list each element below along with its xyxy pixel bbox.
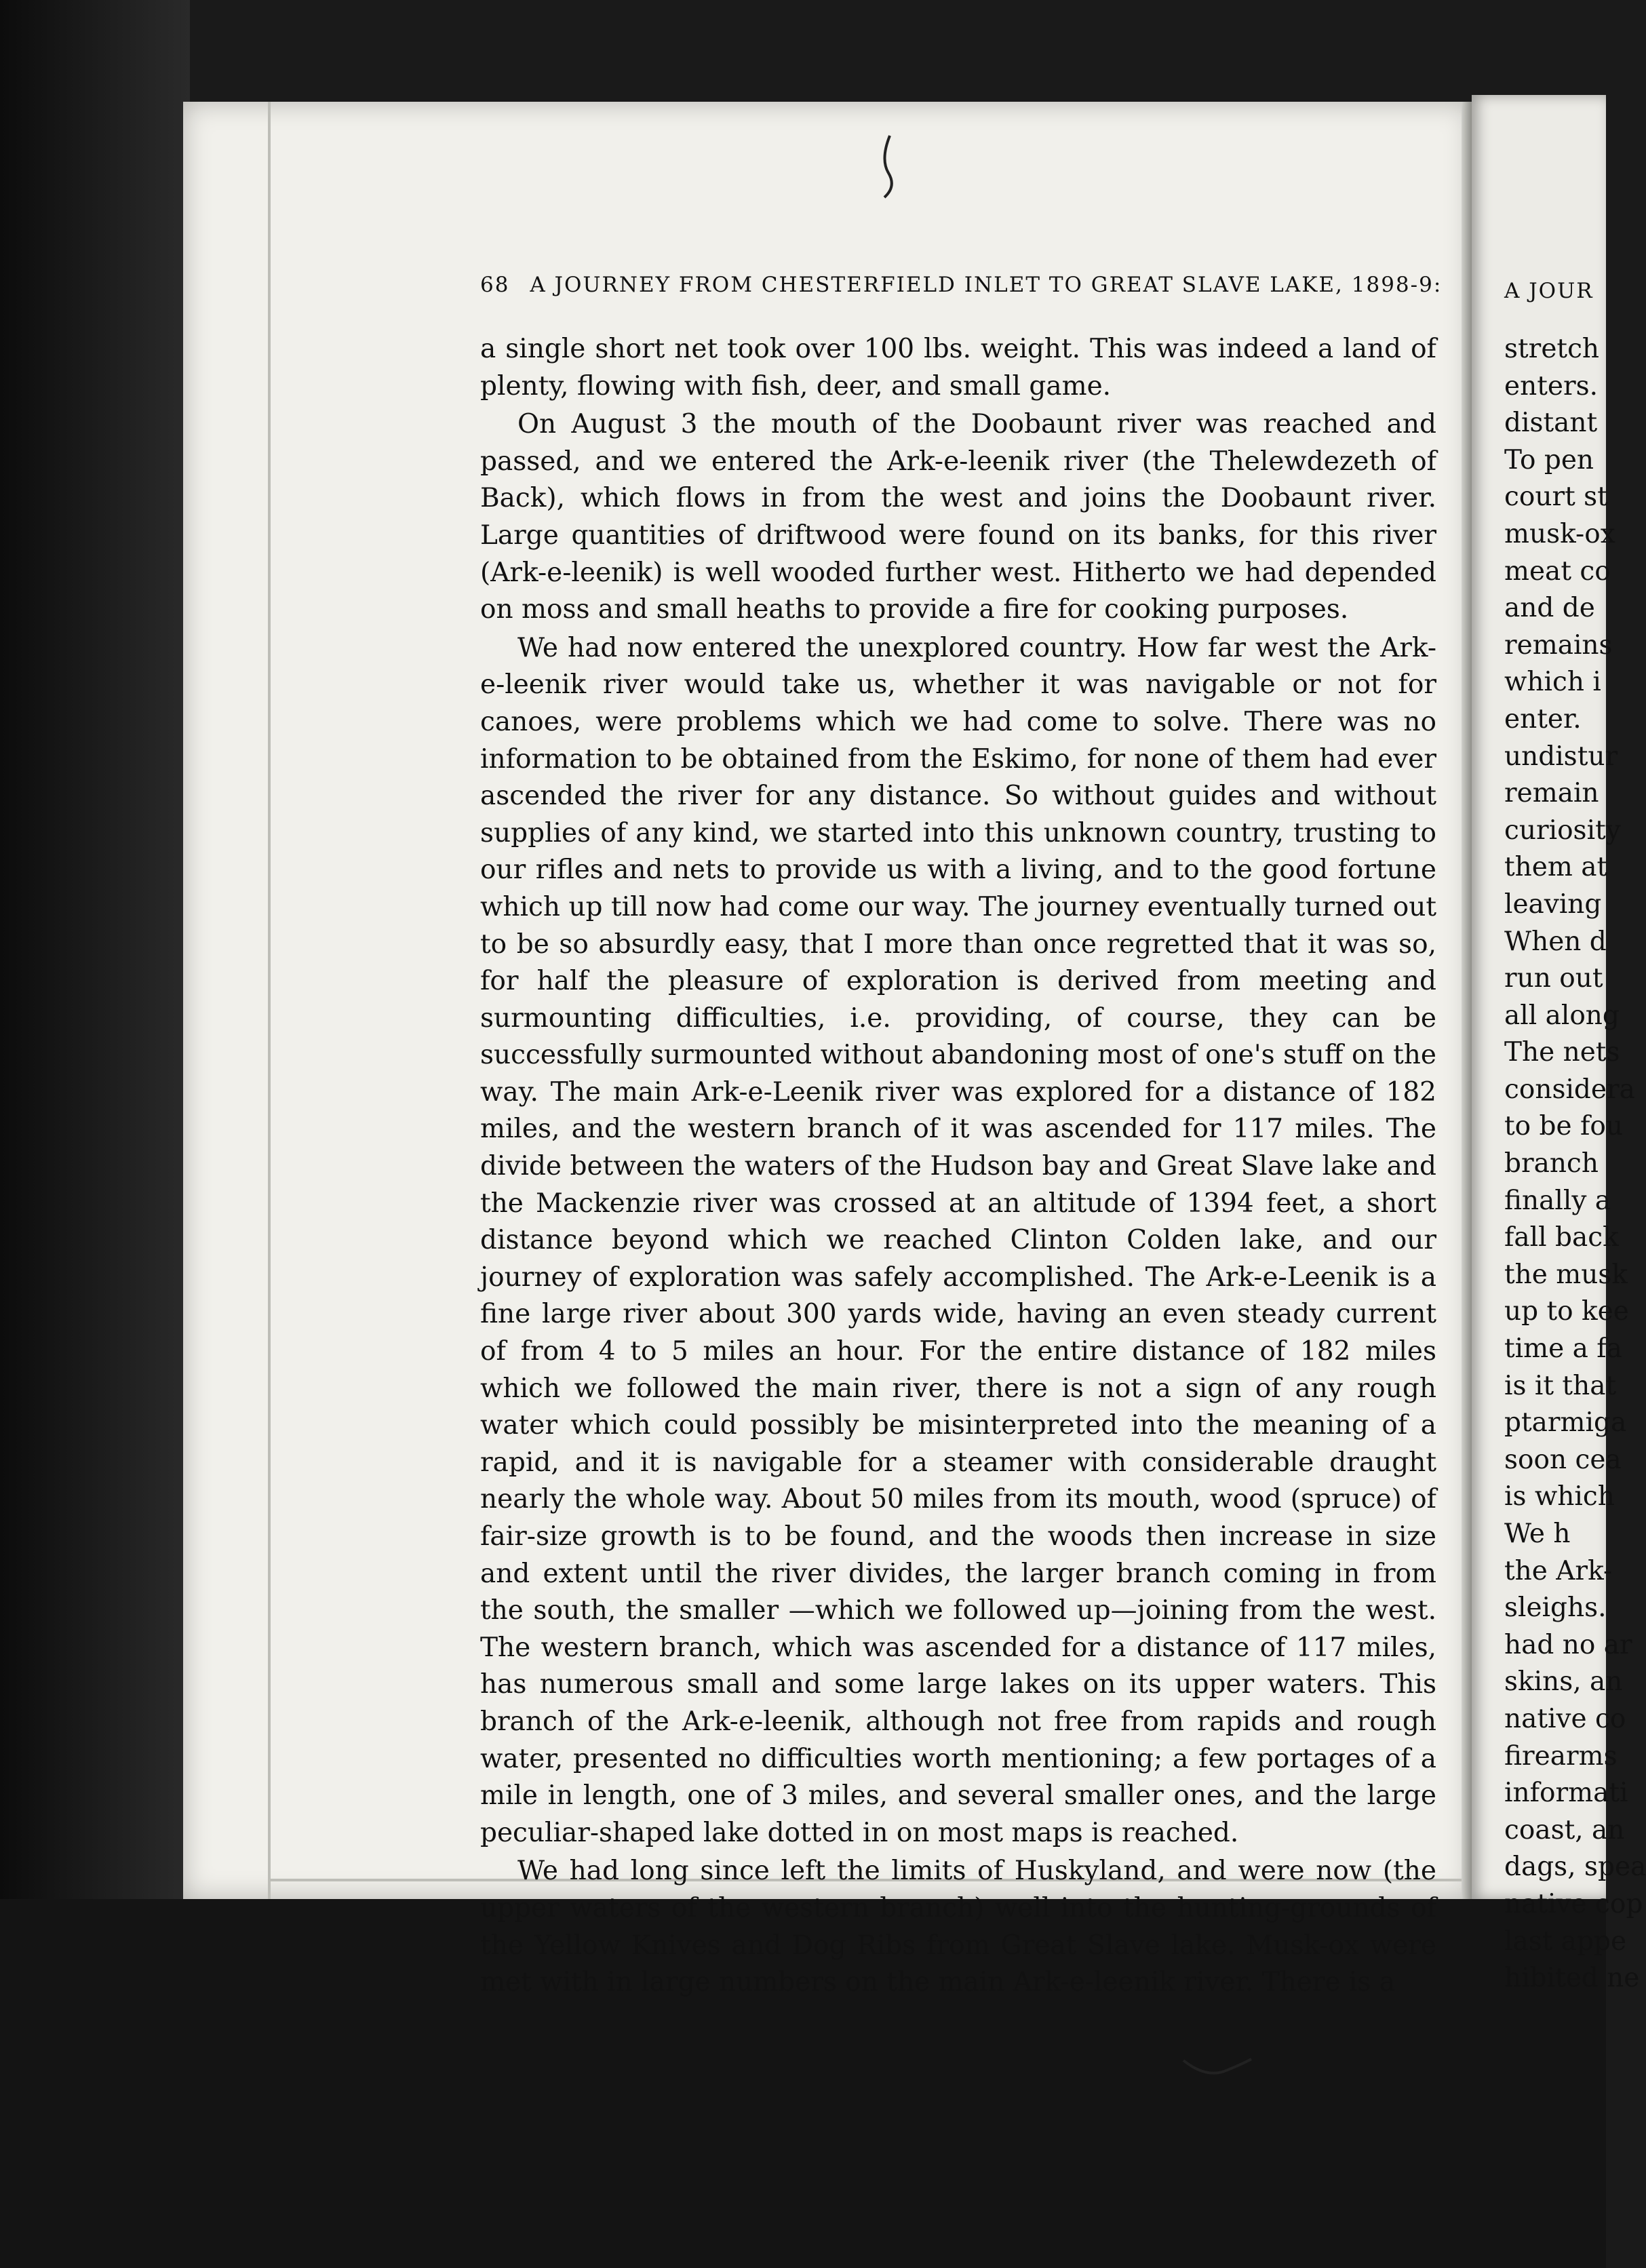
right-page-line: fall back <box>1504 1222 1619 1253</box>
right-page-line: coast, an <box>1504 1814 1625 1845</box>
right-page-line: had no ar <box>1504 1629 1632 1660</box>
right-page-line: time a fa <box>1504 1333 1622 1365</box>
right-page-line: hibited ne <box>1504 1963 1640 1994</box>
right-page-line: court st <box>1504 482 1608 513</box>
right-page-line: and de <box>1504 593 1595 624</box>
right-page-line: last appe <box>1504 1925 1627 1957</box>
right-page-line: remains <box>1504 629 1613 661</box>
right-page-line: the musk <box>1504 1259 1628 1290</box>
paragraph: We had now entered the unexplored country. How far west the Ark-e-leenik river would take us, whether it was navigable or not for canoes, were problems which we had come to solve. There was no information to be obtained from the Eskimo, for none of them had ever ascended the river for any distance. So without guides and without supplies of any kind, we started into this unknown country, trusting to our rifles and nets to provide us with a living, and to the good fortune which up till now had come our way. The journey eventually turned out to be so absurdly easy, that I more than once regretted that it was so, for half the pleasure of exploration is derived from meeting and surmounting difficulties, i.e. providing, of course, they can be successfully surmounted without abandoning most of one's stuff on the way. The main Ark-e-Leenik river was explored for a distance of 182 miles, and the western branch of it was ascended for 117 miles. The divide between the waters of the Hudson bay and Great Slave lake and the Mackenzie river was crossed at an altitude of 1394 feet, a short distance beyond which we reached Clinton Colden lake, and our journey of exploration was safely accomplished. The Ark-e-Leenik is a fine large river about 300 yards wide, having an even steady current of from 4 to 5 miles an hour. For the entire distance of 182 miles which we followed the main river, there is not a sign of any rough water which could possibly be misinterpreted into the meaning of a rapid, and it is navigable for a steamer with considerable draught nearly the whole way. About 50 miles from its mouth, wood (spruce) of fair-size growth is to be found, and the woods then increase in size and extent until the river divides, the larger branch coming in from the south, the smaller —which we followed up—joining from the west. The western branch, which was ascended for a distance of 117 miles, has numerous small and some large lakes on its upper waters. This branch of the Ark-e-leenik, although not free from rapids and rough water, presented no difficulties worth mentioning; a few portages of a mile in length, one of 3 miles, and several smaller ones, and the large peculiar-shaped lake dotted in on most maps is reached. <box>480 632 1436 1848</box>
right-page-line: stretch <box>1504 334 1600 364</box>
right-page-line: native co <box>1504 1703 1626 1734</box>
right-page-line: up to kee <box>1504 1296 1629 1327</box>
pen-mark-bottom <box>1180 2055 1255 2082</box>
running-header <box>480 273 1442 297</box>
right-page-lines <box>1504 331 1646 1997</box>
right-page-line: ptarmiga <box>1504 1407 1627 1439</box>
right-page-line: skins, an <box>1504 1666 1623 1698</box>
right-page-line: native cop <box>1504 1888 1643 1919</box>
right-page-line: leaving <box>1504 888 1602 920</box>
page-edge-rule <box>268 102 271 1899</box>
right-page-line: enters. <box>1504 370 1599 402</box>
page-number: 68 <box>480 273 510 297</box>
right-page-line: branch <box>1504 1148 1599 1179</box>
right-page-line: considera <box>1504 1074 1635 1105</box>
right-page-line: meat co <box>1504 555 1611 587</box>
right-page-line: curiosity <box>1504 815 1621 846</box>
right-page-line: soon cea <box>1504 1444 1622 1475</box>
right-page-line: which i <box>1504 667 1601 698</box>
right-page-line: To pen <box>1504 444 1594 475</box>
right-page-line: undistur <box>1504 741 1618 772</box>
right-page-line: The nets <box>1504 1037 1620 1068</box>
right-page-line: to be fou <box>1504 1111 1624 1142</box>
right-page-line: dags, spea <box>1504 1852 1646 1883</box>
paragraph: On August 3 the mouth of the Doobaunt river was reached and passed, and we entered the Ark-e-leenik river (the Thelewdezeth of Back), which flows in from the west and joins the Doobaunt river. Large quantities of driftwood were found on its banks, for this river (Ark-e-leenik) is well wooded further west. Hitherto we had depended on moss and small heaths to provide a fire for cooking purposes. <box>480 409 1436 625</box>
right-page-line: enter. <box>1504 703 1582 735</box>
right-page-line: We h <box>1504 1519 1571 1549</box>
right-page-line: sleighs. <box>1504 1592 1607 1624</box>
right-page-line: finally a <box>1504 1185 1611 1216</box>
paragraph: We had long since left the limits of Huskyland, and were now (the upper waters of the western branch) well into the hunting-grounds of the Yellow Knives and Dog Ribs from Great Slave lake. Musk-ox were met with in large numbers on the main Ark-e-leenik river. There is a <box>480 1856 1436 1998</box>
right-page-line: distant <box>1504 408 1598 439</box>
right-page-line: all along <box>1504 1000 1620 1031</box>
right-page-line: is which <box>1504 1481 1615 1512</box>
paragraph: a single short net took over 100 lbs. weight. This was indeed a land of plenty, flowing with fish, deer, and small game. <box>480 334 1436 402</box>
pen-mark-top <box>875 132 902 200</box>
right-page-line: them at <box>1504 852 1608 883</box>
right-page-line: run out <box>1504 963 1603 994</box>
right-page-line: the Ark- <box>1504 1555 1613 1586</box>
right-running-header: A JOUR <box>1504 279 1594 303</box>
body-text <box>480 331 1436 2001</box>
right-page-line: informati <box>1504 1778 1628 1809</box>
right-page-line: When d <box>1504 926 1607 957</box>
right-page-text <box>1504 273 1646 1997</box>
running-title: A JOURNEY FROM CHESTERFIELD INLET TO GREAT SLAVE LAKE, 1898-9: <box>530 273 1443 297</box>
right-page-line: remain <box>1504 778 1599 809</box>
right-page-line: is it that <box>1504 1370 1617 1401</box>
right-page-line: musk-ox <box>1504 518 1615 549</box>
right-page-line: firearms <box>1504 1740 1618 1772</box>
